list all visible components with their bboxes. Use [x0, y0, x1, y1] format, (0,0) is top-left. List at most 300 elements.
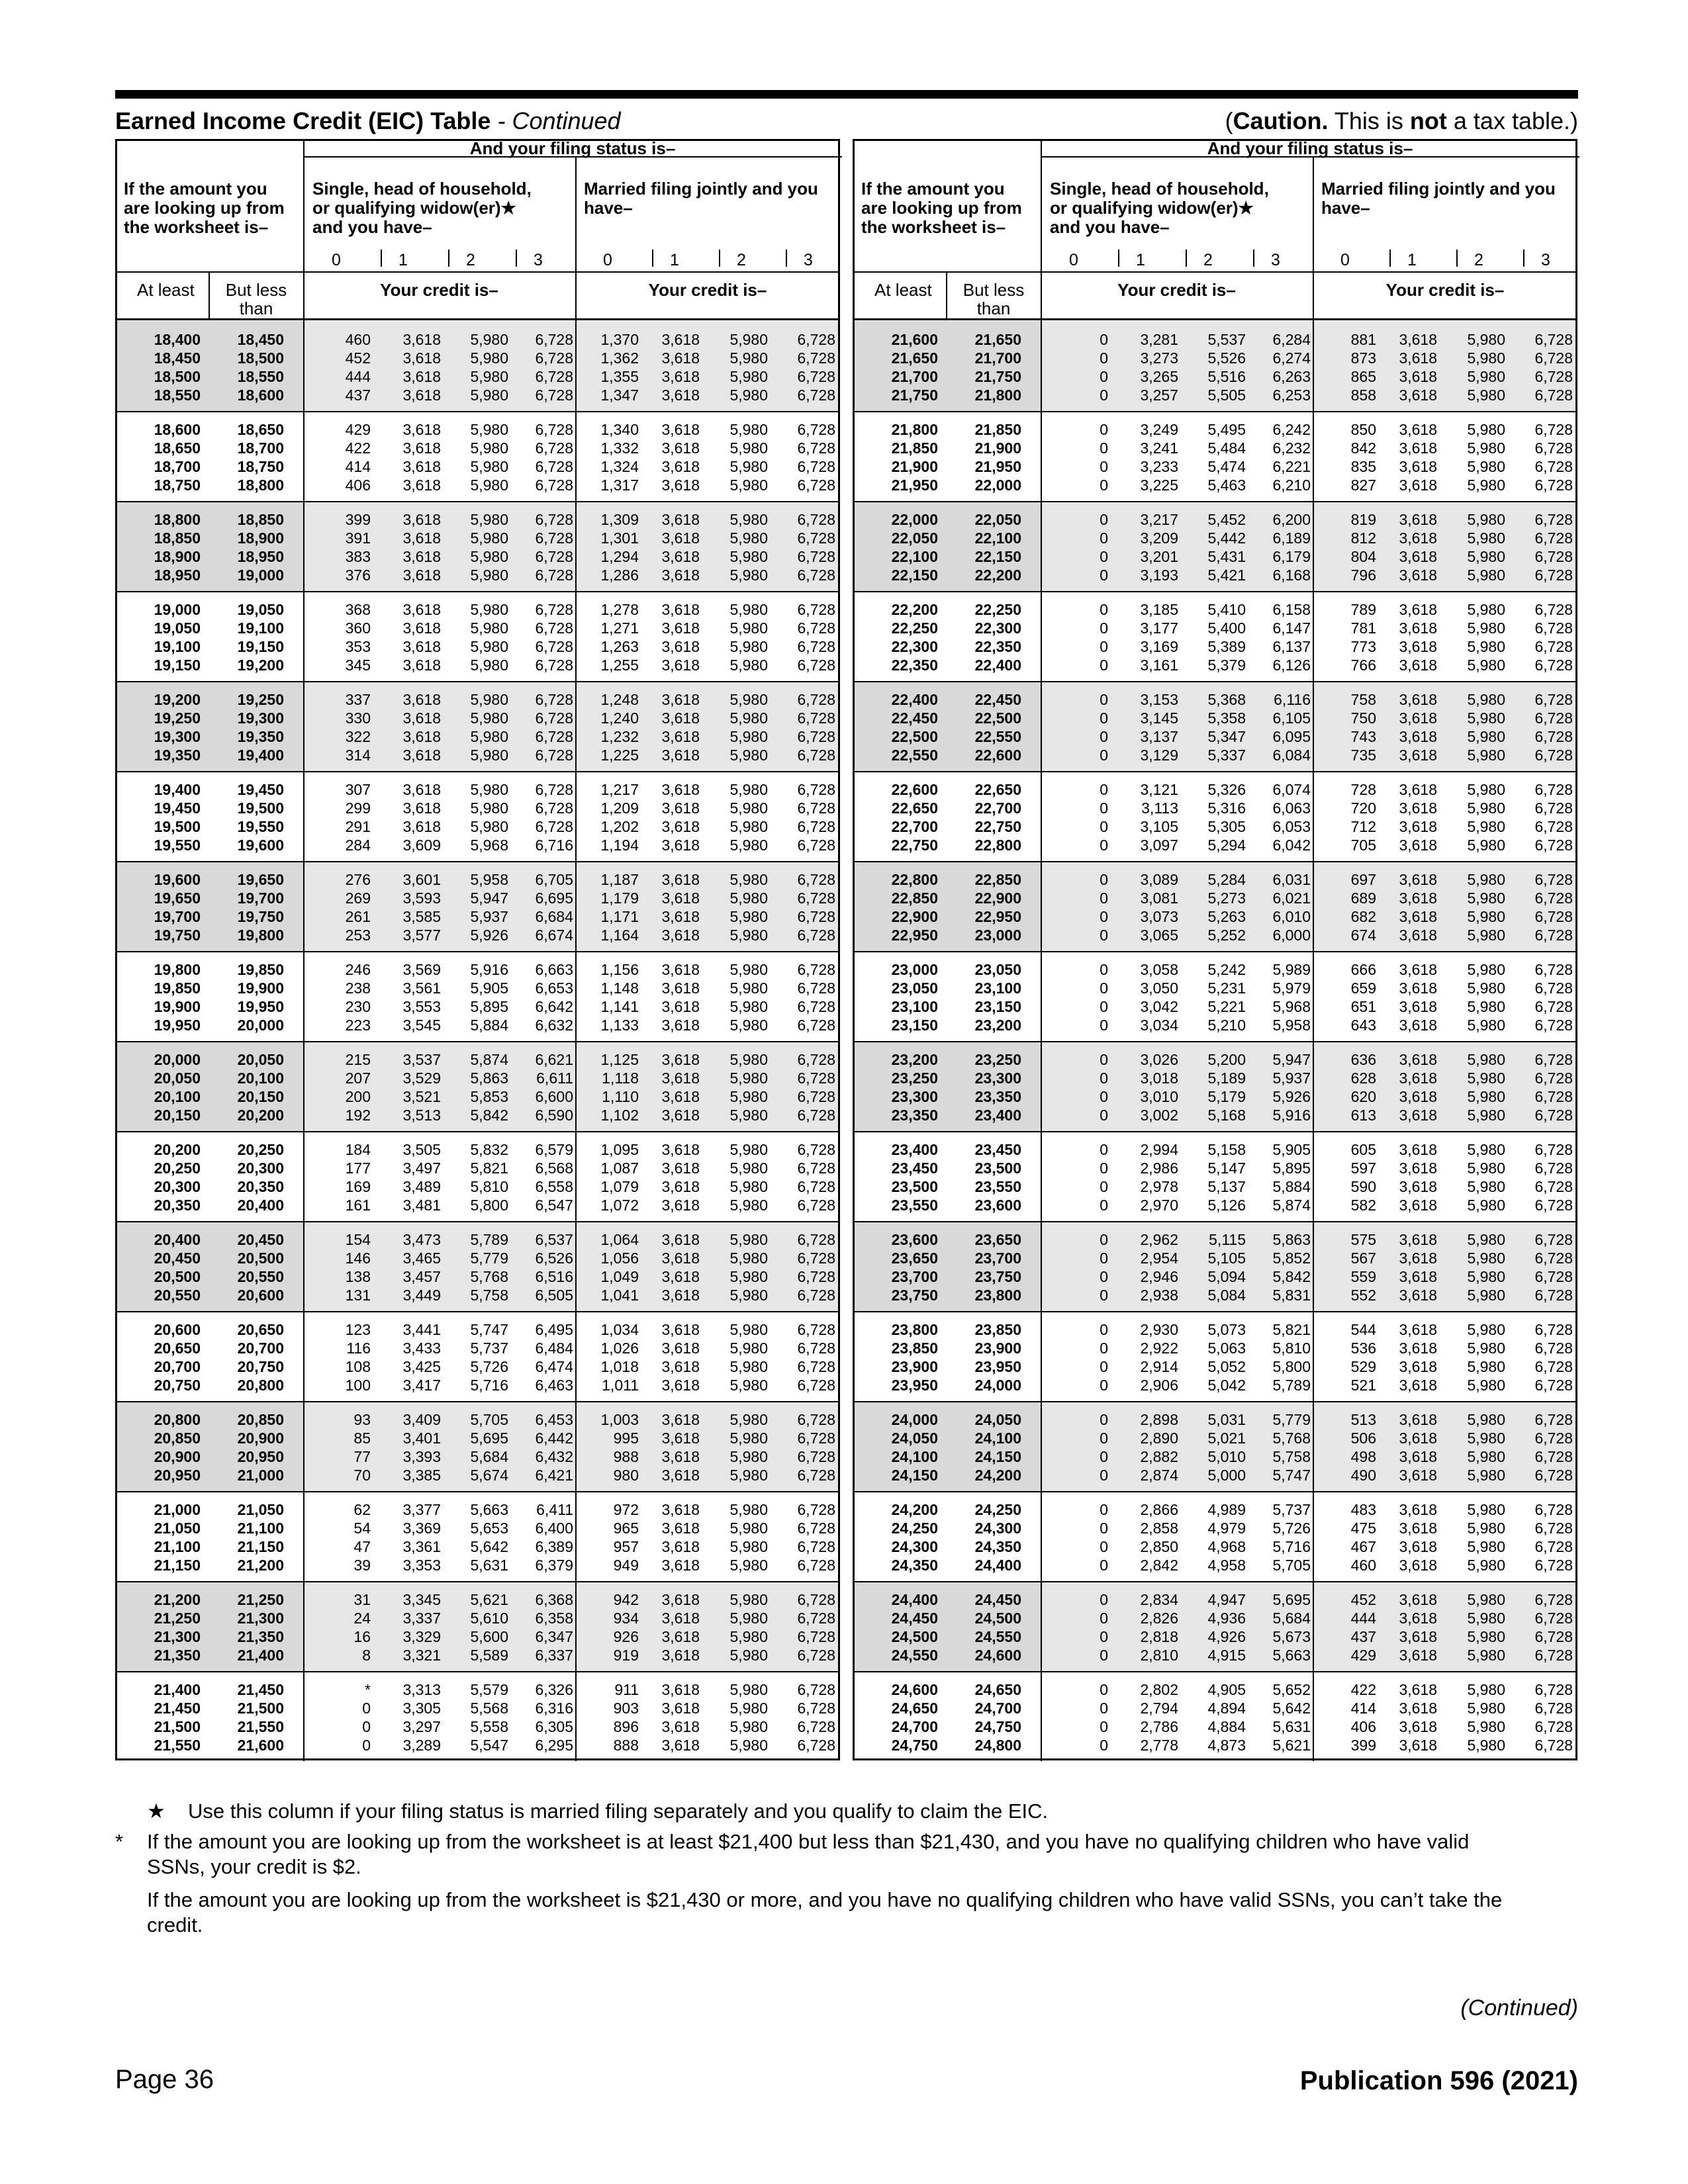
income-range-cell: 23,050: [974, 961, 1021, 978]
group-separator: [855, 1311, 1575, 1312]
credit-cell: 3,618: [661, 691, 700, 708]
income-range-cell: 20,600: [154, 1321, 201, 1338]
income-range-cell: 21,750: [891, 387, 938, 404]
credit-cell: 3,618: [661, 799, 700, 817]
credit-cell: 5,905: [1272, 1141, 1311, 1158]
credit-cell: 3,618: [1399, 908, 1437, 925]
credit-cell: 5,980: [729, 548, 768, 565]
credit-label-single: Your credit is–: [380, 280, 498, 300]
table-row: [855, 1230, 1575, 1249]
credit-cell: 3,618: [402, 638, 441, 655]
table-row: [855, 476, 1575, 494]
credit-cell: *: [365, 1681, 371, 1698]
credit-cell: 3,618: [1399, 331, 1437, 348]
table-row: [855, 1016, 1575, 1034]
table-row: [117, 1537, 838, 1556]
credit-cell: 5,631: [470, 1557, 508, 1574]
credit-cell: 6,728: [797, 1501, 835, 1518]
credit-cell: 1,362: [600, 349, 639, 367]
credit-cell: 827: [1350, 477, 1376, 494]
credit-cell: 6,653: [535, 979, 573, 997]
credit-cell: 177: [345, 1160, 371, 1177]
table-row: [117, 746, 838, 764]
credit-cell: 3,097: [1140, 837, 1178, 854]
credit-cell: 6,728: [535, 477, 573, 494]
income-range-cell: 19,700: [154, 908, 201, 925]
credit-cell: 6,728: [797, 1178, 835, 1195]
credit-cell: 1,110: [602, 1088, 639, 1105]
credit-cell: 0: [1100, 1737, 1108, 1754]
credit-cell: 6,728: [797, 1197, 835, 1214]
credit-cell: 3,465: [402, 1250, 441, 1267]
credit-cell: 3,425: [402, 1358, 441, 1375]
credit-cell: 3,618: [1399, 799, 1437, 817]
income-range-cell: 22,150: [974, 548, 1021, 565]
credit-cell: 6,728: [1534, 961, 1573, 978]
income-range-cell: 20,400: [154, 1231, 201, 1248]
income-range-cell: 24,300: [974, 1520, 1021, 1537]
credit-cell: 5,284: [1207, 871, 1246, 888]
credit-cell: 6,453: [535, 1411, 573, 1428]
credit-cell: 5,832: [470, 1141, 508, 1158]
income-range-cell: 22,350: [974, 638, 1021, 655]
credit-cell: 6,684: [535, 908, 573, 925]
credit-cell: 0: [1100, 1197, 1108, 1214]
credit-cell: 5,589: [470, 1647, 508, 1664]
credit-cell: 1,263: [600, 638, 639, 655]
credit-cell: 1,232: [600, 728, 639, 745]
credit-cell: 3,618: [661, 1610, 700, 1627]
child-count-tick: [1118, 250, 1119, 267]
credit-cell: 4,894: [1207, 1700, 1246, 1717]
credit-cell: 5,726: [1272, 1520, 1311, 1537]
credit-cell: 5,642: [470, 1538, 508, 1555]
row-group: [855, 681, 1575, 771]
credit-cell: 3,089: [1140, 871, 1178, 888]
credit-cell: 5,495: [1207, 421, 1246, 438]
credit-cell: 5,980: [729, 818, 768, 835]
credit-cell: 3,073: [1140, 908, 1178, 925]
credit-cell: 5,980: [1467, 1467, 1505, 1484]
table-row: [855, 1500, 1575, 1519]
credit-cell: 299: [345, 799, 371, 817]
credit-cell: 3,105: [1140, 818, 1178, 835]
credit-cell: 3,618: [402, 691, 441, 708]
table-row: [117, 799, 838, 817]
child-count-0: 0: [1069, 251, 1078, 269]
income-range-cell: 21,550: [237, 1718, 284, 1735]
credit-cell: 4,989: [1207, 1501, 1246, 1518]
credit-cell: 5,568: [470, 1700, 508, 1717]
income-range-cell: 23,300: [974, 1069, 1021, 1087]
credit-cell: 0: [1100, 1520, 1108, 1537]
credit-cell: 2,922: [1140, 1340, 1178, 1357]
amount-lookup-label: If the amount you: [124, 179, 267, 199]
credit-cell: 3,585: [402, 908, 441, 925]
income-range-cell: 23,900: [974, 1340, 1021, 1357]
credit-cell: 6,728: [797, 799, 835, 817]
credit-cell: 6,695: [535, 889, 573, 907]
income-range-cell: 24,150: [891, 1467, 938, 1484]
but-less-label: But less: [225, 280, 287, 300]
credit-cell: 5,980: [729, 1501, 768, 1518]
credit-cell: 1,255: [600, 657, 639, 674]
credit-cell: 957: [613, 1538, 639, 1555]
credit-cell: 3,081: [1140, 889, 1178, 907]
credit-cell: 3,618: [1399, 1160, 1437, 1177]
credit-cell: 3,618: [661, 1700, 700, 1717]
credit-cell: 230: [345, 998, 371, 1015]
credit-cell: 2,778: [1140, 1737, 1178, 1754]
table-row: [855, 1050, 1575, 1069]
credit-cell: 3,618: [1399, 1538, 1437, 1555]
credit-cell: 3,618: [661, 1557, 700, 1574]
income-range-cell: 21,200: [237, 1557, 284, 1574]
credit-cell: 3,537: [402, 1051, 441, 1068]
income-range-cell: 24,350: [974, 1538, 1021, 1555]
table-row: [117, 1286, 838, 1304]
table-row: [117, 330, 838, 349]
income-range-cell: 19,650: [237, 871, 284, 888]
credit-cell: 5,980: [729, 567, 768, 584]
credit-cell: 161: [345, 1197, 371, 1214]
credit-cell: 6,316: [535, 1700, 573, 1717]
income-range-cell: 20,150: [154, 1107, 201, 1124]
table-row: [117, 1556, 838, 1574]
credit-cell: 215: [345, 1051, 371, 1068]
table-row: [117, 1736, 838, 1754]
credit-cell: 6,728: [797, 567, 835, 584]
credit-cell: 6,728: [535, 439, 573, 457]
credit-cell: 3,217: [1140, 511, 1178, 528]
income-range-cell: 20,600: [237, 1287, 284, 1304]
group-separator: [117, 1671, 838, 1672]
credit-cell: 5,980: [1467, 421, 1505, 438]
credit-cell: 6,728: [797, 747, 835, 764]
income-range-cell: 23,350: [891, 1107, 938, 1124]
credit-cell: 6,728: [1534, 331, 1573, 348]
credit-cell: 6,042: [1272, 837, 1311, 854]
row-group: [855, 951, 1575, 1041]
income-range-cell: 23,250: [974, 1051, 1021, 1068]
credit-cell: 5,980: [729, 1718, 768, 1735]
credit-cell: 483: [1350, 1501, 1376, 1518]
group-separator: [117, 1491, 838, 1492]
credit-cell: 3,618: [402, 349, 441, 367]
credit-cell: 6,728: [797, 421, 835, 438]
credit-cell: 628: [1350, 1069, 1376, 1087]
table-row: [855, 817, 1575, 836]
credit-cell: 5,980: [729, 1088, 768, 1105]
credit-cell: 5,768: [470, 1268, 508, 1285]
table-row: [855, 1357, 1575, 1376]
credit-cell: 3,618: [1399, 657, 1437, 674]
credit-cell: 6,728: [797, 709, 835, 727]
credit-cell: 6,728: [1534, 638, 1573, 655]
credit-cell: 3,161: [1140, 657, 1178, 674]
table-row: [117, 600, 838, 619]
income-range-cell: 20,300: [154, 1178, 201, 1195]
credit-cell: 6,728: [1534, 619, 1573, 637]
income-range-cell: 20,750: [237, 1358, 284, 1375]
income-range-cell: 23,250: [891, 1069, 938, 1087]
amount-lookup-label: If the amount you: [861, 179, 1005, 199]
credit-cell: 2,962: [1140, 1231, 1178, 1248]
credit-cell: 6,728: [1534, 1160, 1573, 1177]
credit-cell: 3,618: [1399, 1591, 1437, 1608]
credit-cell: 5,980: [1467, 1700, 1505, 1717]
credit-cell: 307: [345, 781, 371, 798]
credit-cell: 5,980: [470, 691, 508, 708]
income-range-cell: 23,800: [974, 1287, 1021, 1304]
credit-cell: 2,866: [1140, 1501, 1178, 1518]
income-range-cell: 24,050: [974, 1411, 1021, 1428]
publication-name: Publication 596 (2021): [1299, 2066, 1578, 2095]
credit-cell: 5,810: [470, 1178, 508, 1195]
income-range-cell: 18,450: [154, 349, 201, 367]
credit-cell: 5,653: [470, 1520, 508, 1537]
credit-cell: 6,590: [535, 1107, 573, 1124]
credit-cell: 6,728: [1534, 548, 1573, 565]
header-rule: [855, 318, 1575, 320]
credit-cell: 3,618: [1399, 1250, 1437, 1267]
credit-cell: 6,728: [535, 781, 573, 798]
income-range-cell: 21,250: [237, 1591, 284, 1608]
group-separator: [117, 771, 838, 772]
income-range-cell: 23,150: [974, 998, 1021, 1015]
table-row: [117, 439, 838, 457]
credit-cell: 559: [1350, 1268, 1376, 1285]
table-row: [855, 1447, 1575, 1466]
credit-cell: 1,011: [602, 1377, 639, 1394]
credit-cell: 942: [613, 1591, 639, 1608]
header-rule: [303, 156, 842, 158]
credit-cell: 3,002: [1140, 1107, 1178, 1124]
single-status-label: or qualifying widow(er)★: [312, 198, 516, 218]
credit-cell: 5,980: [1467, 368, 1505, 385]
credit-cell: 4,936: [1207, 1610, 1246, 1627]
credit-cell: 6,728: [1534, 1520, 1573, 1537]
credit-cell: 5,980: [729, 368, 768, 385]
group-separator: [117, 1311, 838, 1312]
credit-cell: 5,200: [1207, 1051, 1246, 1068]
table-row: [117, 1429, 838, 1447]
table-row: [117, 709, 838, 727]
credit-cell: 5,421: [1207, 567, 1246, 584]
credit-cell: 5,980: [729, 529, 768, 547]
credit-cell: 6,295: [535, 1737, 573, 1754]
credit-cell: 3,618: [661, 889, 700, 907]
credit-cell: 5,980: [1467, 728, 1505, 745]
credit-cell: 4,926: [1207, 1628, 1246, 1645]
credit-cell: 5,980: [1467, 1178, 1505, 1195]
credit-cell: 3,513: [402, 1107, 441, 1124]
credit-cell: 1,317: [600, 477, 639, 494]
row-group: [117, 1131, 838, 1221]
credit-cell: 5,579: [470, 1681, 508, 1698]
credit-cell: 3,337: [402, 1610, 441, 1627]
income-range-cell: 20,350: [154, 1197, 201, 1214]
income-range-cell: 23,800: [891, 1321, 938, 1338]
credit-cell: 6,728: [1534, 458, 1573, 475]
credit-cell: 3,618: [402, 529, 441, 547]
asterisk-symbol: *: [115, 1830, 124, 1853]
credit-cell: 3,026: [1140, 1051, 1178, 1068]
group-separator: [117, 411, 838, 412]
credit-cell: 796: [1350, 567, 1376, 584]
group-separator: [117, 591, 838, 592]
table-row: [117, 1357, 838, 1376]
credit-cell: 5,980: [729, 709, 768, 727]
credit-cell: 2,914: [1140, 1358, 1178, 1375]
income-range-cell: 22,800: [974, 837, 1021, 854]
income-range-cell: 22,950: [891, 927, 938, 944]
credit-cell: 3,618: [402, 387, 441, 404]
credit-cell: 5,000: [1207, 1467, 1246, 1484]
credit-cell: 911: [614, 1681, 639, 1698]
income-range-cell: 18,650: [237, 421, 284, 438]
credit-cell: 0: [362, 1718, 371, 1735]
credit-cell: 0: [1100, 1467, 1108, 1484]
credit-cell: 6,728: [1534, 1069, 1573, 1087]
credit-cell: 460: [345, 331, 371, 348]
credit-cell: 5,642: [1272, 1700, 1311, 1717]
income-range-cell: 20,250: [237, 1141, 284, 1158]
credit-cell: 6,728: [1534, 1051, 1573, 1068]
credit-cell: 5,980: [1467, 799, 1505, 817]
credit-cell: 3,618: [402, 439, 441, 457]
credit-cell: 6,274: [1272, 349, 1311, 367]
credit-cell: 6,728: [797, 1268, 835, 1285]
credit-cell: 6,358: [535, 1610, 573, 1627]
credit-cell: 6,728: [797, 1591, 835, 1608]
credit-cell: 6,600: [535, 1088, 573, 1105]
credit-cell: 0: [1100, 799, 1108, 817]
table-row: [855, 1466, 1575, 1484]
credit-cell: 5,980: [729, 1141, 768, 1158]
income-range-cell: 19,800: [237, 927, 284, 944]
credit-cell: 6,442: [535, 1430, 573, 1447]
credit-cell: 5,980: [1467, 1628, 1505, 1645]
credit-cell: 6,728: [535, 567, 573, 584]
credit-cell: 6,189: [1272, 529, 1311, 547]
credit-cell: 6,000: [1272, 927, 1311, 944]
credit-cell: 291: [345, 818, 371, 835]
credit-cell: 5,980: [1467, 1069, 1505, 1087]
credit-cell: 0: [1100, 1647, 1108, 1664]
credit-cell: 5,537: [1207, 331, 1246, 348]
table-row: [855, 1556, 1575, 1574]
credit-cell: 0: [1100, 1340, 1108, 1357]
income-range-cell: 20,350: [237, 1178, 284, 1195]
credit-cell: 6,579: [535, 1141, 573, 1158]
credit-cell: 666: [1350, 961, 1376, 978]
credit-cell: 3,618: [661, 1231, 700, 1248]
credit-cell: 1,087: [600, 1160, 639, 1177]
credit-cell: 5,716: [1272, 1538, 1311, 1555]
income-range-cell: 22,600: [891, 781, 938, 798]
income-range-cell: 24,050: [891, 1430, 938, 1447]
credit-cell: 4,884: [1207, 1718, 1246, 1735]
income-range-cell: 24,250: [974, 1501, 1021, 1518]
income-range-cell: 18,700: [237, 439, 284, 457]
credit-cell: 5,980: [729, 1591, 768, 1608]
eic-table-left: [115, 139, 840, 1760]
credit-cell: 5,663: [470, 1501, 508, 1518]
table-row: [855, 1680, 1575, 1699]
credit-cell: 0: [1100, 1321, 1108, 1338]
child-count-0: 0: [332, 251, 341, 269]
row-group: [855, 771, 1575, 861]
credit-cell: 5,442: [1207, 529, 1246, 547]
credit-cell: 6,728: [535, 601, 573, 618]
credit-cell: 5,980: [470, 657, 508, 674]
credit-cell: 5,621: [1272, 1737, 1311, 1754]
credit-cell: 5,980: [729, 1287, 768, 1304]
credit-cell: 3,618: [661, 1178, 700, 1195]
group-separator: [117, 1581, 838, 1582]
credit-cell: 3,618: [661, 1628, 700, 1645]
credit-cell: 2,834: [1140, 1591, 1178, 1608]
credit-cell: 3,618: [1399, 458, 1437, 475]
credit-cell: 3,305: [402, 1700, 441, 1717]
income-range-cell: 18,950: [237, 548, 284, 565]
credit-cell: 406: [1350, 1718, 1376, 1735]
credit-cell: 460: [1350, 1557, 1376, 1574]
credit-cell: 919: [613, 1647, 639, 1664]
credit-cell: 3,618: [661, 961, 700, 978]
credit-cell: 5,980: [729, 1628, 768, 1645]
credit-cell: 0: [1100, 961, 1108, 978]
credit-cell: 62: [353, 1501, 371, 1518]
credit-cell: 5,980: [1467, 1538, 1505, 1555]
row-group: [117, 1491, 838, 1581]
table-row: [855, 566, 1575, 584]
credit-cell: 3,618: [1399, 477, 1437, 494]
credit-cell: 3,618: [1399, 1069, 1437, 1087]
credit-cell: 3,618: [1399, 1628, 1437, 1645]
income-range-cell: 20,000: [237, 1017, 284, 1034]
credit-cell: 5,884: [1272, 1178, 1311, 1195]
credit-cell: 0: [1100, 1250, 1108, 1267]
credit-cell: 2,938: [1140, 1287, 1178, 1304]
income-range-cell: 24,100: [974, 1430, 1021, 1447]
credit-cell: 513: [1350, 1411, 1376, 1428]
credit-cell: 2,906: [1140, 1377, 1178, 1394]
star-footnote: Use this column if your filing status is married filing separately and you qualify to claim the EIC.: [188, 1799, 1049, 1823]
income-range-cell: 18,550: [154, 387, 201, 404]
income-range-cell: 20,550: [154, 1287, 201, 1304]
income-range-cell: 22,100: [974, 529, 1021, 547]
income-range-cell: 20,500: [154, 1268, 201, 1285]
credit-cell: 3,034: [1140, 1017, 1178, 1034]
credit-cell: 391: [345, 529, 371, 547]
child-count-1: 1: [1407, 251, 1417, 269]
income-range-cell: 19,700: [237, 889, 284, 907]
credit-cell: 0: [1100, 1358, 1108, 1375]
credit-cell: 536: [1350, 1340, 1376, 1357]
credit-cell: 5,980: [729, 1160, 768, 1177]
income-range-cell: 23,500: [974, 1160, 1021, 1177]
income-range-cell: 22,750: [891, 837, 938, 854]
table-row: [855, 1736, 1575, 1754]
credit-cell: 5,980: [1467, 1051, 1505, 1068]
credit-cell: 467: [1350, 1538, 1376, 1555]
table-row: [117, 1249, 838, 1267]
income-range-cell: 20,900: [154, 1448, 201, 1465]
credit-cell: 0: [1100, 691, 1108, 708]
amount-lookup-label: are looking up from: [861, 198, 1022, 218]
